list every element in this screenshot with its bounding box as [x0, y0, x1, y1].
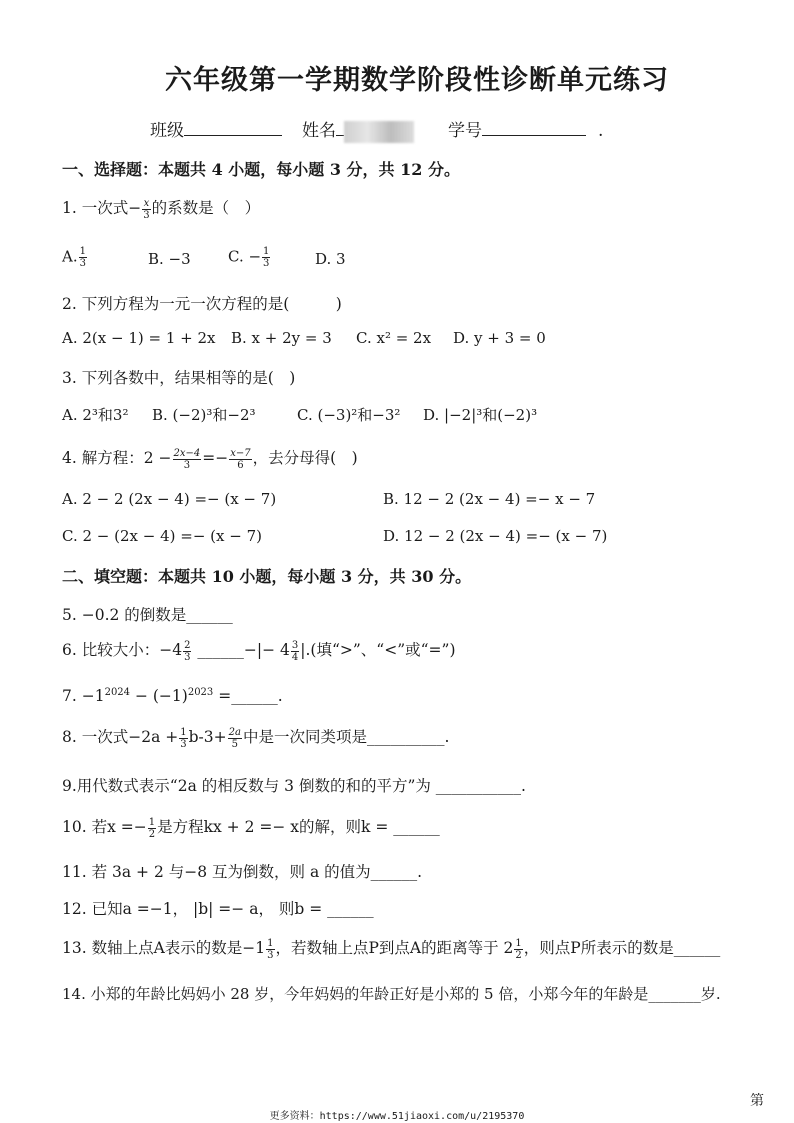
q1-option-b: B. −3: [148, 250, 191, 268]
fraction: $\frac{x}{3}$: [143, 197, 150, 221]
id-label: 学号: [448, 121, 482, 141]
question-6: 6. 比较大小：−4 $\frac{2}{3}$ ______−|− 4 $\frac{3}{4}$ |.(填“>”、“<”或“=”): [62, 639, 456, 663]
q4-option-d: D. 12 − 2 (2x − 4) =− (x − 7): [383, 527, 608, 545]
section-1-heading: 一、选择题：本题共 4 小题，每小题 3 分，共 12 分。: [62, 160, 460, 179]
question-5: 5. −0.2 的倒数是______: [62, 606, 233, 624]
question-7: 7. $-1^{2024} - (-1)^{2023}$ =______.: [62, 687, 283, 706]
q4-option-a: A. 2 − 2 (2x − 4) =− (x − 7): [62, 490, 277, 508]
question-4: 4. 解方程：2 − $\frac{2x-4}{3}$ =− $\frac{x-7}{6}$ ，去分母得( ): [62, 447, 358, 471]
name-label: 姓名: [302, 121, 336, 141]
q3-option-d: D. |−2|³和(−2)³: [423, 406, 538, 424]
q3-option-a: A. 2³和3²: [62, 406, 129, 424]
question-9: 9.用代数式表示“2a 的相反数与 3 倒数的和的平方”为 ___________.: [62, 777, 526, 795]
q1-option-a: A. $\frac{1}{3}$: [62, 246, 86, 269]
question-1: 1. 一次式− $\frac{x}{3}$ 的系数是（ ）: [62, 197, 261, 221]
q2-option-b: B. x + 2y = 3: [231, 329, 332, 347]
class-field: [150, 116, 282, 141]
redacted-name: [344, 121, 414, 143]
question-10: 10. 若x =− $\frac{1}{2}$ 是方程kx + 2 =− x的解，则k = ______: [62, 816, 440, 840]
q2-option-d: D. y + 3 = 0: [453, 329, 546, 347]
section-2-heading: 二、填空题：本题共 10 小题，每小题 3 分，共 30 分。: [62, 567, 472, 586]
q3-option-b: B. (−2)³和−2³: [152, 406, 256, 424]
question-13: 13. 数轴上点A表示的数是−1 $\frac{1}{3}$ ，若数轴上点P到点A的距离等于 2 $\frac{1}{2}$ ，则点P所表示的数是______: [62, 937, 721, 961]
question-3: 3. 下列各数中，结果相等的是( ): [62, 369, 296, 387]
question-12: 12. 已知a =−1， |b| =− a， 则b = ______: [62, 900, 374, 918]
q1-option-c: C. − $\frac{1}{3}$: [228, 246, 270, 269]
q2-option-c: C. x² = 2x: [356, 329, 432, 347]
question-14: 14. 小郑的年龄比妈妈小 28 岁，今年妈妈的年龄正好是小郑的 5 倍，小郑今年的年龄是_______岁.: [62, 985, 721, 1003]
page-title: 六年级第一学期数学阶段性诊断单元练习: [165, 65, 669, 96]
student-id-field: 学号 .: [448, 121, 604, 141]
q1-option-d: D. 3: [315, 250, 346, 268]
q3-option-c: C. (−3)²和−3²: [297, 406, 401, 424]
q4-option-c: C. 2 − (2x − 4) =− (x − 7): [62, 527, 262, 545]
question-8: 8. 一次式−2a + $\frac{1}{3}$ b-3+ $\frac{2a}{5}$ 中是一次同类项是__________.: [62, 726, 450, 750]
class-label: 班级: [150, 121, 184, 141]
q2-option-a: A. 2(x − 1) = 1 + 2x: [62, 329, 216, 347]
footer-link[interactable]: 更多资料：https://www.51jiaoxi.com/u/2195370: [269, 1111, 525, 1122]
question-11: 11. 若 3a + 2 与−8 互为倒数，则 a 的值为______.: [62, 863, 423, 881]
page-marker: 第: [750, 1093, 764, 1109]
name-field: [302, 116, 414, 143]
question-2: 2. 下列方程为一元一次方程的是( ): [62, 295, 342, 313]
q4-option-b: B. 12 − 2 (2x − 4) =− x − 7: [383, 490, 596, 508]
